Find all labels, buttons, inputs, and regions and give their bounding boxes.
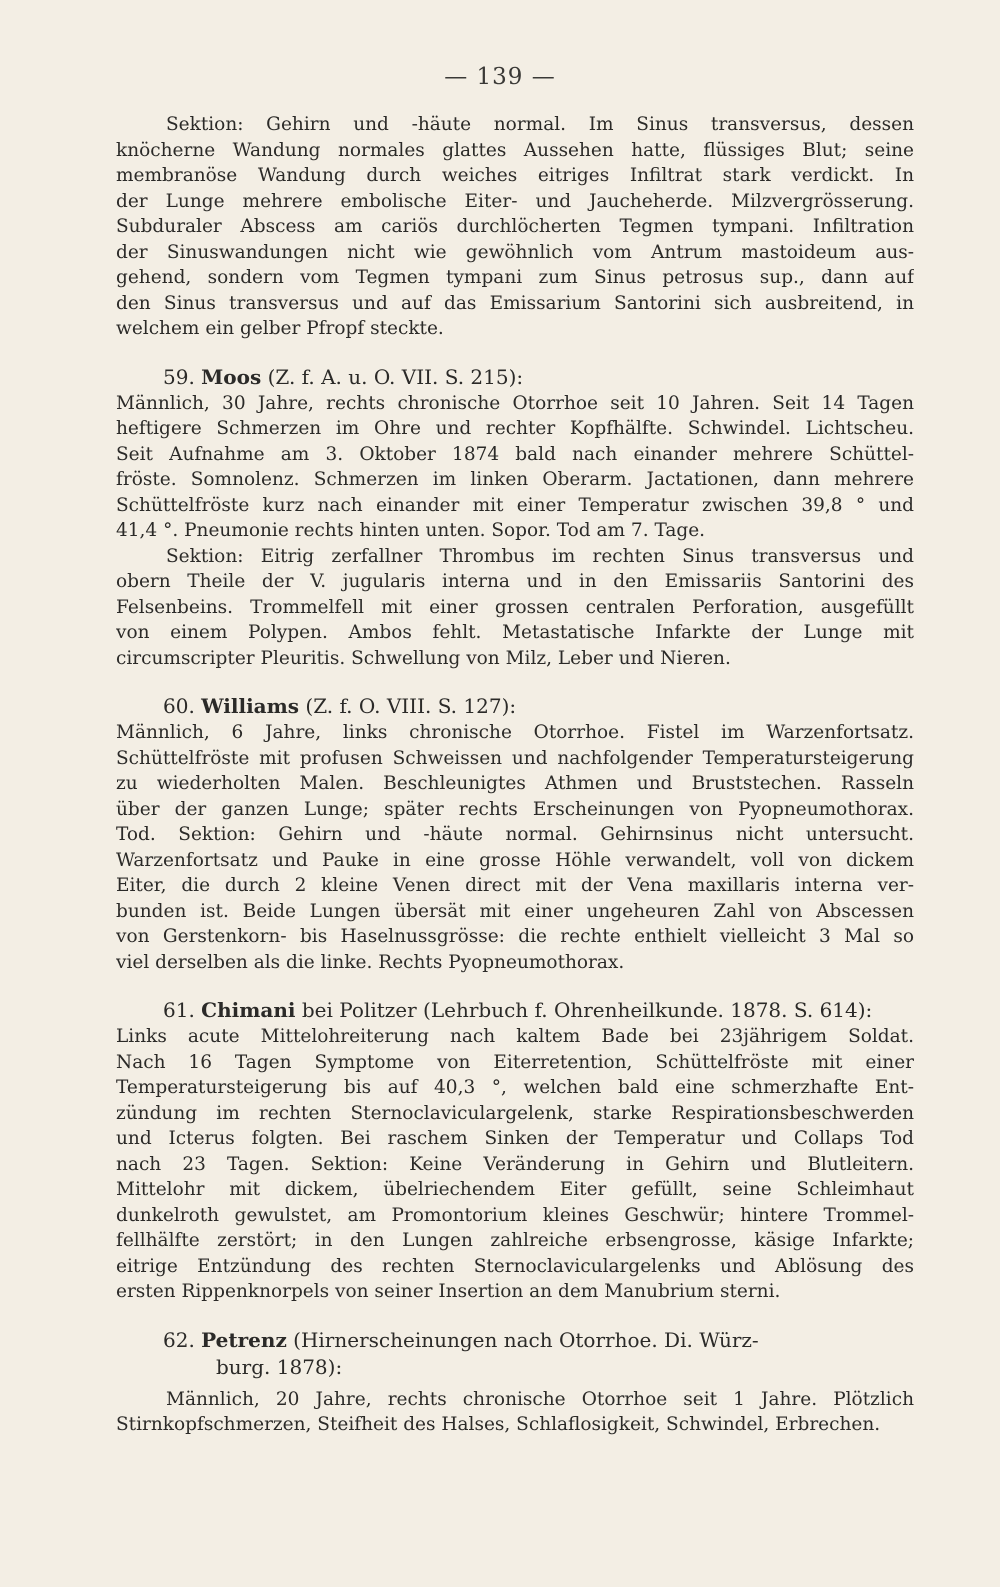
case-number: 59. — [163, 364, 195, 389]
case-citation: bei Politzer (Lehrbuch f. Ohrenheilkunde. 1878. S. 614): — [301, 998, 873, 1022]
text-line: zu wiederholten Malen. Beschleunigtes Athmen und Bruststechen. Rasseln — [116, 773, 914, 794]
text-line: Temperatursteigerung bis auf 40,3 °, welchen bald eine schmerzhafte Ent- — [116, 1077, 914, 1098]
text-line: heftigere Schmerzen im Ohre und rechter Kopfhälfte. Schwindel. Lichtscheu. — [116, 418, 914, 439]
case-number: 62. — [163, 1327, 195, 1352]
text-line: Männlich, 6 Jahre, links chronische Otorrhoe. Fistel im Warzenfortsatz. — [116, 722, 914, 743]
text-line: und Icterus folgten. Bei raschem Sinken der Temperatur und Collaps Tod — [116, 1128, 914, 1149]
page-number: — 139 — — [444, 64, 556, 90]
case-citation: (Z. f. O. VIII. S. 127): — [305, 694, 517, 718]
text-line: den Sinus transversus und auf das Emissarium Santorini sich ausbreitend, in — [116, 292, 914, 314]
text-line: fellhälfte zerstört; in den Lungen zahlreiche erbsengrosse, käsige Infarkte; — [116, 1230, 914, 1251]
case-author: Petrenz — [201, 1327, 287, 1352]
case-author: Moos — [201, 364, 262, 389]
text-line: dunkelroth gewulstet, am Promontorium kleines Geschwür; hintere Trommel- — [116, 1204, 914, 1226]
text-line: über der ganzen Lunge; später rechts Erscheinungen von Pyopneumothorax. — [116, 798, 914, 820]
spacer — [116, 1305, 914, 1325]
case-heading — [116, 364, 914, 391]
spacer — [116, 975, 914, 995]
spacer — [116, 342, 914, 362]
text-line: nach 23 Tagen. Sektion: Keine Veränderung in Gehirn und Blutleitern. — [116, 1153, 914, 1175]
case-61 — [116, 997, 914, 1305]
text-line: eitrige Entzündung des rechten Sternoclaviculargelenks und Ablösung des — [116, 1255, 914, 1277]
text-line: 41,4 °. Pneumonie rechts hinten unten. Sopor. Tod am 7. Tage. — [116, 520, 706, 541]
text-line: welchem ein gelber Pfropf steckte. — [116, 318, 444, 339]
text-line: viel derselben als die linke. Rechts Pyopneumothorax. — [116, 951, 625, 973]
case-heading — [116, 1327, 914, 1354]
text-line: Sektion: Eitrig zerfallner Thrombus im rechten Sinus transversus und — [166, 545, 914, 567]
case-62 — [116, 1327, 914, 1438]
text-line: Stirnkopfschmerzen, Steifheit des Halses, Schlaflosigkeit, Schwindel, Erbrechen. — [116, 1414, 881, 1435]
text-line: bunden ist. Beide Lungen übersät mit einer ungeheuren Zahl von Abscessen — [116, 900, 914, 922]
case-citation: (Z. f. A. u. O. VII. S. 215): — [267, 364, 524, 389]
case-number: 60. — [163, 694, 195, 718]
text-line: Schüttelfröste kurz nach einander mit einer Temperatur zwischen 39,8 ° und — [116, 494, 914, 516]
case-citation: (Hirnerscheinungen nach Otorrhoe. Di. Würz- — [293, 1327, 759, 1352]
text-line: Warzenfortsatz und Pauke in eine grosse Höhle verwandelt, voll von dickem — [116, 849, 914, 871]
text-line: Männlich, 30 Jahre, rechts chronische Otorrhoe seit 10 Jahren. Seit 14 Tagen — [116, 392, 914, 414]
text-line: Tod. Sektion: Gehirn und -häute normal. Gehirnsinus nicht untersucht. — [116, 824, 914, 845]
case-heading — [116, 997, 914, 1024]
text-line: ersten Rippenknorpels von seiner Insertion an dem Manubrium sterni. — [116, 1281, 781, 1302]
text-line: von Gerstenkorn- bis Haselnussgrösse: die rechte enthielt vielleicht 3 Mal so — [116, 926, 914, 947]
section-paragraph — [116, 112, 914, 342]
text-line: fröste. Somnolenz. Schmerzen im linken Oberarm. Jactationen, dann mehrere — [116, 469, 914, 490]
spacer — [116, 671, 914, 691]
case-59 — [116, 364, 914, 672]
text-line: Nach 16 Tagen Symptome von Eiterretention, Schüttelfröste mit einer — [116, 1051, 914, 1073]
text-line: knöcherne Wandung normales glattes Aussehen hatte, flüssiges Blut; seine — [116, 139, 914, 161]
text-line: circumscripter Pleuritis. Schwellung von Milz, Leber und Nieren. — [116, 647, 731, 669]
text-line: Männlich, 20 Jahre, rechts chronische Otorrhoe seit 1 Jahre. Plötzlich — [166, 1388, 914, 1410]
case-60 — [116, 693, 914, 975]
text-line: der Lunge mehrere embolische Eiter- und Jaucheherde. Milzvergrösserung. — [116, 190, 914, 212]
text-line: gehend, sondern vom Tegmen tympani zum Sinus petrosus sup., dann auf — [116, 267, 914, 288]
case-heading-continuation: burg. 1878): — [216, 1354, 343, 1379]
case-author: Williams — [201, 694, 300, 718]
case-author: Chimani — [201, 998, 296, 1022]
page-body — [116, 112, 914, 1438]
text-line: Eiter, die durch 2 kleine Venen direct mit der Vena maxillaris interna ver- — [116, 875, 914, 896]
text-line: der Sinuswandungen nicht wie gewöhnlich vom Antrum mastoideum aus- — [116, 241, 914, 263]
text-line: membranöse Wandung durch weiches eitriges Infiltrat stark verdickt. In — [116, 165, 914, 186]
text-line: Links acute Mittelohreiterung nach kaltem Bade bei 23jährigem Soldat. — [116, 1026, 914, 1047]
text-line: Seit Aufnahme am 3. Oktober 1874 bald nach einander mehrere Schüttel- — [116, 443, 914, 465]
text-line: obern Theile der V. jugularis interna und in den Emissariis Santorini des — [116, 571, 914, 592]
text-line: Felsenbeins. Trommelfell mit einer grossen centralen Perforation, ausgefüllt — [116, 596, 914, 618]
text-line: Schüttelfröste mit profusen Schweissen und nachfolgender Temperatursteigerung — [116, 747, 914, 769]
text-line: von einem Polypen. Ambos fehlt. Metastatische Infarkte der Lunge mit — [116, 622, 914, 643]
case-heading — [116, 693, 914, 720]
text-line: zündung im rechten Sternoclaviculargelenk, starke Respirationsbeschwerden — [116, 1102, 914, 1124]
text-line: Subduraler Abscess am cariös durchlöcherten Tegmen tympani. Infiltration — [116, 216, 914, 237]
case-number: 61. — [163, 998, 195, 1022]
text-line: Mittelohr mit dickem, übelriechendem Eiter gefüllt, seine Schleimhaut — [116, 1179, 914, 1200]
text-line: Sektion: Gehirn und -häute normal. Im Sinus transversus, dessen — [166, 114, 914, 135]
